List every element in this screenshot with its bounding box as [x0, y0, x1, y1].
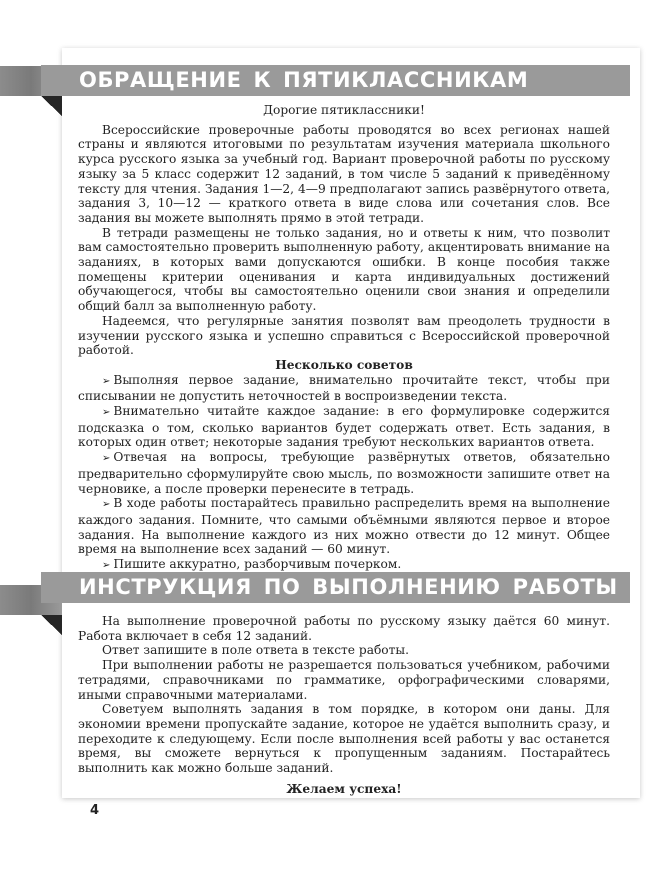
arrow-bullet-icon: ➢ — [102, 375, 111, 387]
arrow-bullet-icon: ➢ — [102, 453, 111, 465]
paragraph: В тетради размещены не только задания, но и ответы к ним, что позволит вам самостоятельно проверить выполненную работу, акцентировать внимание на заданиях, в которых вами допускаются ошибки. В конце пособия также помещены критерии оценивания и карта индивидуальных достижений обучающегося, чтобы вы самостоятельно оценили свои знания и определили общий балл за выполненную работу. — [78, 225, 610, 314]
greeting: Дорогие пятиклассники! — [263, 103, 425, 117]
instructions-text — [78, 614, 610, 796]
tip-item: ➢ Пишите аккуратно, разборчивым почерком. — [102, 557, 402, 572]
section-title-instructions: ИНСТРУКЦИЯ ПО ВЫПОЛНЕНИЮ РАБОТЫ — [41, 572, 630, 603]
paragraph: Советуем выполнять задания в том порядке, в котором они даны. Для экономии времени пропускайте задание, которое не удаётся выполнить сразу, и переходите к следующему. Если после выполнения всей работы у вас останется время, вы сможете вернуться к пропущенным заданиям. Постарайтесь выполнить как можно больше заданий. — [78, 702, 610, 776]
arrow-bullet-icon: ➢ — [102, 499, 111, 511]
paragraph: Надеемся, что регулярные занятия позволят вам преодолеть трудности в изучении русского языка и успешно справиться с Всероссийской проверочной работой. — [78, 313, 610, 358]
page-number: 4 — [90, 803, 100, 818]
arrow-bullet-icon: ➢ — [102, 560, 111, 572]
paragraph: На выполнение проверочной работы по русскому языку даётся 60 минут. Работа включает в себя 12 заданий. — [78, 614, 610, 643]
tip-item: ➢ Внимательно читайте каждое задание: в его формулировке содержится подсказка о том, сколько вариантов будет содержать ответ. Есть задания, в которых один ответ; некоторые задания требуют нескольких вариантов ответа. — [78, 404, 610, 450]
tips-heading: Несколько советов — [275, 357, 413, 372]
paragraph: Ответ запишите в поле ответа в тексте работы. — [102, 643, 409, 658]
paragraph: Всероссийские проверочные работы проводятся во всех регионах нашей страны и являются итоговыми по результатам изучения материала школьного курса русского языка за учебный год. Вариант проверочной работы по русскому языку за 5 класс содержит 12 заданий, в том числе 5 заданий к приведённому тексту для чтения. Задания 1—2, 4—9 предполагают запись развёрнутого ответа, задания 3, 10—12 — краткого ответа в виде слова или сочетания слов. Все задания вы можете выполнять прямо в этой тетради. — [78, 122, 610, 225]
tip-item: ➢ Выполняя первое задание, внимательно прочитайте текст, чтобы при списывании не допустить неточностей в воспроизведении текста. — [78, 372, 610, 404]
appeal-text — [78, 103, 610, 574]
section-title-appeal: ОБРАЩЕНИЕ К ПЯТИКЛАССНИКАМ — [41, 65, 630, 96]
closing-wish: Желаем успеха! — [286, 781, 402, 796]
tip-item: ➢ В ходе работы постарайтесь правильно распределить время на выполнение каждого задания. Помните, что самыми объёмными являются первое и второе задания. На выполнение каждого из них можно отвести до 12 минут. Общее время на выполнение всех заданий — 60 минут. — [78, 496, 610, 557]
paragraph: При выполнении работы не разрешается пользоваться учебником, рабочими тетрадями, справочниками по грамматике, орфографическими словарями, иными справочными материалами. — [78, 658, 610, 702]
tip-item: ➢ Отвечая на вопросы, требующие развёрнутых ответов, обязательно предварительно сформулируйте свою мысль, по возможности запишите ответ на черновике, а после проверки перенесите в тетрадь. — [78, 450, 610, 496]
arrow-bullet-icon: ➢ — [102, 407, 111, 419]
ribbon-fold-decoration — [41, 96, 62, 116]
ribbon-fold-decoration — [41, 615, 62, 635]
